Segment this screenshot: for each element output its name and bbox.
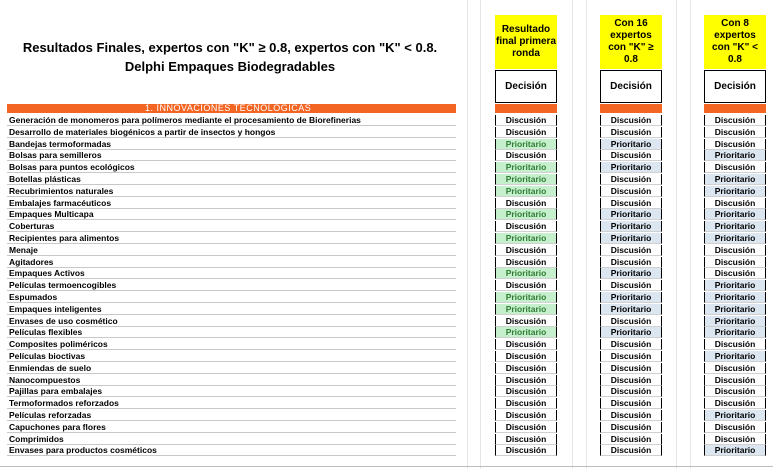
grid-line bbox=[480, 0, 481, 469]
grid-line bbox=[676, 0, 677, 469]
column-sub-decision[interactable]: Decisión bbox=[600, 70, 662, 103]
decision-cell[interactable]: Discusión bbox=[495, 280, 557, 291]
decision-cell[interactable]: Discusión bbox=[600, 339, 662, 350]
decision-cell[interactable]: Discusión bbox=[600, 386, 662, 397]
table-row-label[interactable]: Agitadores bbox=[7, 257, 456, 268]
decision-cell[interactable]: Discusión bbox=[495, 445, 557, 456]
section-orange-cell bbox=[495, 104, 557, 113]
table-row-label[interactable]: Composites poliméricos bbox=[7, 339, 456, 350]
decision-cell[interactable]: Discusión bbox=[495, 398, 557, 409]
decision-cell[interactable]: Discusión bbox=[600, 150, 662, 161]
decision-cell[interactable]: Discusión bbox=[495, 221, 557, 232]
table-row-label[interactable]: Recubrimientos naturales bbox=[7, 186, 456, 197]
table-row-label[interactable]: Películas reforzadas bbox=[7, 410, 456, 421]
decision-cell[interactable]: Prioritario bbox=[600, 162, 662, 173]
decision-cell[interactable]: Prioritario bbox=[704, 410, 766, 421]
decision-cell[interactable]: Prioritario bbox=[600, 221, 662, 232]
decision-cell[interactable]: Discusión bbox=[600, 198, 662, 209]
page-title bbox=[10, 38, 450, 76]
decision-cell[interactable]: Prioritario bbox=[600, 327, 662, 338]
table-row-label[interactable]: Recipientes para alimentos bbox=[7, 233, 456, 244]
decision-cell[interactable]: Prioritario bbox=[495, 174, 557, 185]
decision-cell[interactable]: Prioritario bbox=[600, 139, 662, 150]
title-line-2: Delphi Empaques Biodegradables bbox=[124, 59, 336, 74]
table-row-label[interactable]: Coberturas bbox=[7, 221, 456, 232]
table-row-label[interactable]: Bolsas para semilleros bbox=[7, 150, 456, 161]
table-row-label[interactable]: Envases para productos cosméticos bbox=[7, 445, 456, 456]
table-row-label[interactable]: Pajillas para embalajes bbox=[7, 386, 456, 397]
decision-cell[interactable]: Discusión bbox=[495, 422, 557, 433]
decision-cell[interactable]: Discusión bbox=[704, 115, 766, 126]
grid-line bbox=[586, 0, 587, 469]
decision-cell[interactable]: Discusión bbox=[600, 174, 662, 185]
decision-cell[interactable]: Discusión bbox=[600, 422, 662, 433]
table-row-label[interactable]: Capuchones para flores bbox=[7, 422, 456, 433]
decision-cell[interactable]: Prioritario bbox=[600, 304, 662, 315]
table-row-label[interactable]: Empaques Activos bbox=[7, 268, 456, 279]
decision-cell[interactable]: Discusión bbox=[704, 198, 766, 209]
decision-cell[interactable]: Prioritario bbox=[495, 304, 557, 315]
decision-cell[interactable]: Discusión bbox=[495, 386, 557, 397]
table-row-label[interactable]: Películas flexibles bbox=[7, 327, 456, 338]
column-header-k-high[interactable]: Con 16 expertos con "K" ≥ 0.8 bbox=[600, 15, 662, 69]
decision-cell[interactable]: Discusión bbox=[600, 363, 662, 374]
decision-cell[interactable]: Discusión bbox=[495, 316, 557, 327]
section-orange-cell bbox=[600, 104, 662, 113]
decision-cell[interactable]: Discusión bbox=[704, 375, 766, 386]
decision-cell[interactable]: Prioritario bbox=[704, 351, 766, 362]
column-header-first-round[interactable]: Resultado final primera ronda bbox=[495, 15, 557, 69]
decision-cell[interactable]: Prioritario bbox=[600, 209, 662, 220]
decision-cell[interactable]: Prioritario bbox=[495, 327, 557, 338]
title-line-1: Resultados Finales, expertos con "K" ≥ 0.8, expertos con "K" < 0.8. bbox=[22, 40, 438, 55]
decision-cell[interactable]: Prioritario bbox=[704, 233, 766, 244]
decision-cell[interactable]: Prioritario bbox=[495, 209, 557, 220]
decision-cell[interactable]: Discusión bbox=[600, 186, 662, 197]
decision-cell[interactable]: Discusión bbox=[600, 445, 662, 456]
table-row-label[interactable]: Empaques Multicapa bbox=[7, 209, 456, 220]
table-row-label[interactable]: Bandejas termoformadas bbox=[7, 139, 456, 150]
table-row-label[interactable]: Termoformados reforzados bbox=[7, 398, 456, 409]
decision-cell[interactable]: Discusión bbox=[704, 386, 766, 397]
decision-cell[interactable]: Discusión bbox=[495, 245, 557, 256]
decision-cell[interactable]: Discusión bbox=[600, 115, 662, 126]
decision-cell[interactable]: Prioritario bbox=[704, 150, 766, 161]
decision-cell[interactable]: Discusión bbox=[495, 257, 557, 268]
table-row-label[interactable]: Embalajes farmacéuticos bbox=[7, 198, 456, 209]
decision-cell[interactable]: Discusión bbox=[704, 162, 766, 173]
table-row-label[interactable]: Enmiendas de suelo bbox=[7, 363, 456, 374]
decision-cell[interactable]: Prioritario bbox=[704, 445, 766, 456]
decision-cell[interactable]: Prioritario bbox=[495, 292, 557, 303]
decision-cell[interactable]: Discusión bbox=[495, 434, 557, 445]
decision-cell[interactable]: Discusión bbox=[600, 245, 662, 256]
decision-cell[interactable]: Prioritario bbox=[704, 280, 766, 291]
decision-cell[interactable]: Prioritario bbox=[704, 186, 766, 197]
bottom-divider bbox=[0, 466, 773, 467]
decision-cell[interactable]: Discusión bbox=[600, 410, 662, 421]
decision-cell[interactable]: Discusión bbox=[704, 257, 766, 268]
decision-cell[interactable]: Discusión bbox=[600, 351, 662, 362]
table-row-label[interactable]: Generación de monomeros para polímeros mediante el procesamiento de Biorefinerias bbox=[7, 115, 456, 126]
decision-cell[interactable]: Discusión bbox=[495, 127, 557, 138]
decision-cell[interactable]: Discusión bbox=[495, 351, 557, 362]
table-row-label[interactable]: Comprimidos bbox=[7, 434, 456, 445]
decision-cell[interactable]: Discusión bbox=[495, 150, 557, 161]
decision-cell[interactable]: Prioritario bbox=[600, 292, 662, 303]
decision-cell[interactable]: Discusión bbox=[704, 268, 766, 279]
table-row-label[interactable]: Espumados bbox=[7, 292, 456, 303]
decision-cell[interactable]: Discusión bbox=[704, 398, 766, 409]
decision-cell[interactable]: Discusión bbox=[600, 127, 662, 138]
decision-cell[interactable]: Discusión bbox=[704, 139, 766, 150]
decision-cell[interactable]: Prioritario bbox=[495, 233, 557, 244]
decision-cell[interactable]: Prioritario bbox=[495, 268, 557, 279]
decision-cell[interactable]: Discusión bbox=[704, 434, 766, 445]
section-header[interactable]: 1. INNOVACIONES TECNOLÓGICAS bbox=[7, 104, 456, 113]
table-row-label[interactable]: Desarrollo de materiales biogénicos a partir de insectos y hongos bbox=[7, 127, 456, 138]
decision-cell[interactable]: Discusión bbox=[704, 127, 766, 138]
decision-cell[interactable]: Discusión bbox=[704, 339, 766, 350]
decision-cell[interactable]: Discusión bbox=[495, 339, 557, 350]
decision-cell[interactable]: Discusión bbox=[495, 375, 557, 386]
grid-line bbox=[467, 0, 468, 469]
decision-cell[interactable]: Discusión bbox=[704, 422, 766, 433]
decision-cell[interactable]: Prioritario bbox=[704, 304, 766, 315]
decision-cell[interactable]: Prioritario bbox=[704, 209, 766, 220]
column-sub-decision[interactable]: Decisión bbox=[704, 70, 766, 103]
column-header-k-low[interactable]: Con 8 expertos con "K" < 0.8 bbox=[704, 15, 766, 69]
decision-cell[interactable]: Discusión bbox=[704, 245, 766, 256]
table-row-label[interactable]: Películas termoencogibles bbox=[7, 280, 456, 291]
decision-cell[interactable]: Prioritario bbox=[495, 186, 557, 197]
table-row-label[interactable]: Botellas plásticas bbox=[7, 174, 456, 185]
table-row-label[interactable]: Envases de uso cosmético bbox=[7, 316, 456, 327]
decision-cell[interactable]: Discusión bbox=[600, 316, 662, 327]
decision-cell[interactable]: Prioritario bbox=[704, 316, 766, 327]
decision-cell[interactable]: Discusión bbox=[495, 363, 557, 374]
table-row-label[interactable]: Bolsas para puntos ecológicos bbox=[7, 162, 456, 173]
decision-cell[interactable]: Discusión bbox=[495, 410, 557, 421]
decision-cell[interactable]: Discusión bbox=[600, 257, 662, 268]
decision-cell[interactable]: Prioritario bbox=[704, 221, 766, 232]
section-orange-cell bbox=[704, 104, 766, 113]
table-row-label[interactable]: Empaques inteligentes bbox=[7, 304, 456, 315]
decision-cell[interactable]: Discusión bbox=[600, 398, 662, 409]
grid-line bbox=[690, 0, 691, 469]
column-sub-decision[interactable]: Decisión bbox=[495, 70, 557, 103]
decision-cell[interactable]: Prioritario bbox=[704, 327, 766, 338]
grid-line bbox=[572, 0, 573, 469]
table-row-label[interactable]: Películas bioctivas bbox=[7, 351, 456, 362]
decision-cell[interactable]: Discusión bbox=[495, 198, 557, 209]
decision-cell[interactable]: Prioritario bbox=[704, 292, 766, 303]
decision-cell[interactable]: Discusión bbox=[600, 434, 662, 445]
table-row-label[interactable]: Nanocompuestos bbox=[7, 375, 456, 386]
decision-cell[interactable]: Prioritario bbox=[495, 162, 557, 173]
decision-cell[interactable]: Prioritario bbox=[704, 174, 766, 185]
decision-cell[interactable]: Prioritario bbox=[600, 233, 662, 244]
decision-cell[interactable]: Discusión bbox=[495, 115, 557, 126]
table-row-label[interactable]: Menaje bbox=[7, 245, 456, 256]
decision-cell[interactable]: Prioritario bbox=[495, 139, 557, 150]
decision-cell[interactable]: Prioritario bbox=[600, 268, 662, 279]
decision-cell[interactable]: Discusión bbox=[704, 363, 766, 374]
decision-cell[interactable]: Discusión bbox=[600, 280, 662, 291]
decision-cell[interactable]: Discusión bbox=[600, 375, 662, 386]
